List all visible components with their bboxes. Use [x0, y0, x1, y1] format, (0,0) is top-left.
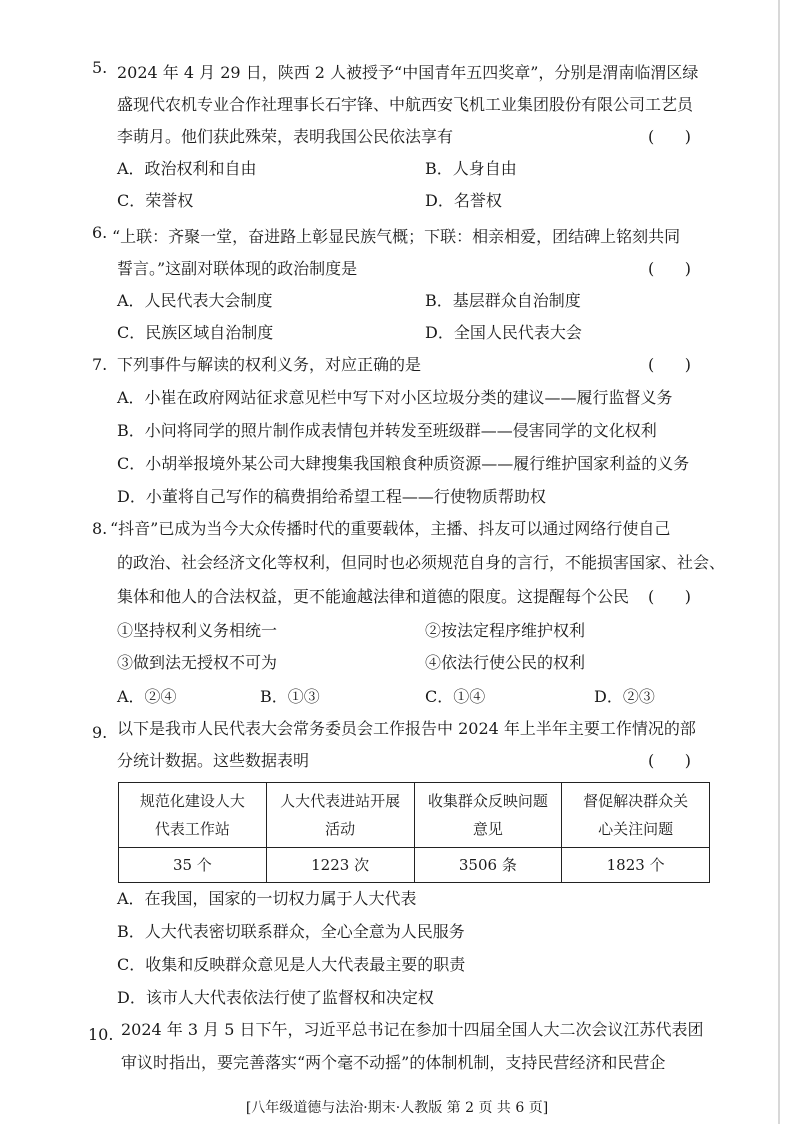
- question-text-line: “上联：齐聚一堂，奋进路上彰显民族气概；下联：相亲相爱，团结碑上铭刻共同: [112, 227, 681, 246]
- option-a: A．人民代表大会制度: [117, 291, 273, 310]
- option-d: D．小董将自己写作的稿费捐给希望工程——行使物质帮助权: [117, 487, 546, 506]
- statement-4: ④依法行使公民的权利: [425, 653, 586, 672]
- page-edge-divider: [778, 0, 780, 1124]
- option-c: C．民族区域自治制度: [117, 323, 274, 342]
- question-text-line: 李萌月。他们获此殊荣，表明我国公民依法享有: [117, 127, 454, 146]
- question-number: 5.: [92, 58, 108, 77]
- question-text-line: 2024 年 4 月 29 日，陕西 2 人被授予“中国青年五四奖章”，分别是渭南临渭区绿: [117, 63, 699, 82]
- statement-3: ③做到法无授权不可为: [117, 653, 278, 672]
- option-a: A．小崔在政府网站征求意见栏中写下对小区垃圾分类的建议——履行监督义务: [117, 388, 673, 407]
- question-number: 6.: [92, 223, 108, 242]
- question-text-line: 誓言。”这副对联体现的政治制度是: [117, 259, 358, 278]
- question-text-line: “抖音”已成为当今大众传播时代的重要载体，主播、抖友可以通过网络行使自己: [110, 519, 671, 538]
- question-text-line: 2024 年 3 月 5 日下午，习近平总书记在参加十四届全国人大二次会议江苏代表团: [121, 1020, 704, 1039]
- answer-bracket: ( ): [648, 355, 691, 374]
- table-cell: 1223 次: [266, 848, 414, 883]
- answer-bracket: ( ): [648, 259, 691, 278]
- question-text-line: 下列事件与解读的权利义务，对应正确的是: [117, 355, 422, 374]
- option-c: C．①④: [425, 687, 486, 706]
- table-cell: 1823 个: [562, 848, 710, 883]
- question-number: 10.: [88, 1025, 114, 1044]
- option-b: B．基层群众自治制度: [425, 291, 581, 310]
- table-cell: 35 个: [119, 848, 267, 883]
- option-d: D．全国人民代表大会: [425, 323, 582, 342]
- table-header-cell: 督促解决群众关 心关注问题: [562, 783, 710, 848]
- question-number: 7.: [92, 355, 108, 374]
- option-b: B．①③: [260, 687, 320, 706]
- option-b: B．人大代表密切联系群众，全心全意为人民服务: [117, 922, 465, 941]
- question-text-line: 集体和他人的合法权益，更不能逾越法律和道德的限度。这提醒每个公民: [117, 587, 630, 606]
- option-d: D．②③: [594, 687, 655, 706]
- option-c: C．荣誉权: [117, 191, 194, 210]
- option-a: A．政治权利和自由: [117, 159, 257, 178]
- question-number: 9.: [92, 723, 108, 742]
- statistics-table: [118, 782, 710, 883]
- statement-1: ①坚持权利义务相统一: [117, 621, 278, 640]
- option-c: C．收集和反映群众意见是人大代表最主要的职责: [117, 955, 466, 974]
- table-cell: 3506 条: [414, 848, 562, 883]
- question-text-line: 分统计数据。这些数据表明: [117, 751, 310, 770]
- answer-bracket: ( ): [648, 751, 691, 770]
- option-a: A．在我国，国家的一切权力属于人大代表: [117, 889, 417, 908]
- option-c: C．小胡举报境外某公司大肆搜集我国粮食种质资源——履行维护国家利益的义务: [117, 454, 690, 473]
- table-row: [119, 848, 710, 883]
- page-footer: [八年级道德与法治·期末·人教版 第 2 页 共 6 页]: [245, 1100, 549, 1116]
- statement-2: ②按法定程序维护权利: [425, 621, 586, 640]
- table-header-cell: 收集群众反映问题 意见: [414, 783, 562, 848]
- answer-bracket: ( ): [648, 587, 691, 606]
- option-a: A．②④: [117, 687, 177, 706]
- question-text-line: 的政治、社会经济文化等权利，但同时也必须规范自身的言行，不能损害国家、社会、: [117, 553, 726, 572]
- option-b: B．小问将同学的照片制作成表情包并转发至班级群——侵害同学的文化权利: [117, 421, 657, 440]
- table-header-cell: 人大代表进站开展 活动: [266, 783, 414, 848]
- table-header-cell: 规范化建设人大 代表工作站: [119, 783, 267, 848]
- question-text-line: 以下是我市人民代表大会常务委员会工作报告中 2024 年上半年主要工作情况的部: [117, 719, 696, 738]
- table-header-row: [119, 783, 710, 848]
- option-b: B．人身自由: [425, 159, 517, 178]
- question-text-line: 审议时指出，要完善落实“两个毫不动摇”的体制机制，支持民营经济和民营企: [121, 1053, 666, 1072]
- question-text-line: 盛现代农机专业合作社理事长石宇锋、中航西安飞机工业集团股份有限公司工艺员: [117, 95, 694, 114]
- option-d: D．名誉权: [425, 191, 502, 210]
- option-d: D．该市人大代表依法行使了监督权和决定权: [117, 988, 434, 1007]
- question-number: 8.: [92, 519, 108, 538]
- answer-bracket: ( ): [648, 127, 691, 146]
